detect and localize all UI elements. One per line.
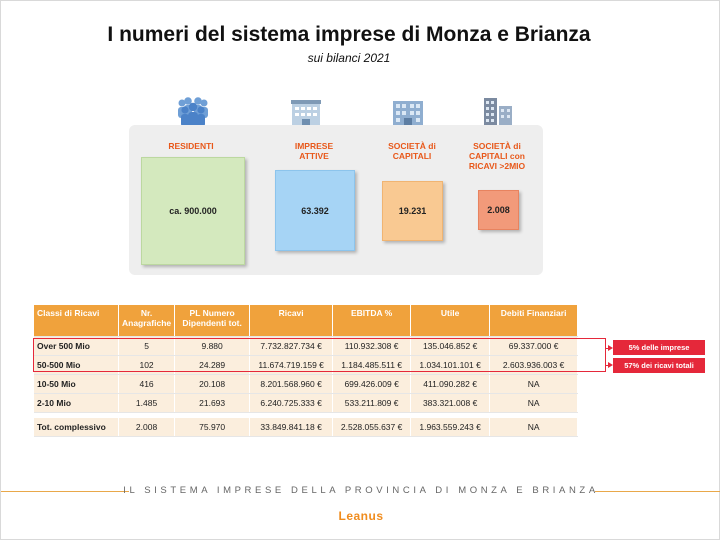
table-cell: 1.963.559.243 € [411, 418, 490, 437]
table-cell: 33.849.841.18 € [250, 418, 333, 437]
table-cell: 75.970 [175, 418, 250, 437]
table-cell: 21.693 [175, 394, 250, 413]
col-header: Ricavi [250, 305, 333, 337]
col-header: EBITDA % [333, 305, 411, 337]
table-cell: 2.008 [119, 418, 175, 437]
table-cell: Over 500 Mio [34, 337, 119, 356]
table-cell: 5 [119, 337, 175, 356]
table-cell: 10-50 Mio [34, 375, 119, 394]
col-header: Debiti Finanziari [490, 305, 578, 337]
societa-2mio-box: 2.008 [478, 190, 519, 230]
table-cell: 1.034.101.101 € [411, 356, 490, 375]
table-cell: 110.932.308 € [333, 337, 411, 356]
col-header: PL Numero Dipendenti tot. [175, 305, 250, 337]
people-group-icon [175, 95, 211, 129]
table-cell: 69.337.000 € [490, 337, 578, 356]
tower-buildings-icon [481, 95, 515, 129]
imprese-box: 63.392 [275, 170, 355, 251]
footer-caption: IL SISTEMA IMPRESE DELLA PROVINCIA DI MONZA E BRIANZA [123, 485, 599, 496]
table-cell: 383.321.008 € [411, 394, 490, 413]
imprese-label: IMPRESE ATTIVE [294, 141, 334, 161]
societa-box: 19.231 [382, 181, 443, 241]
residenti-box: ca. 900.000 [141, 157, 245, 265]
table-cell: 8.201.568.960 € [250, 375, 333, 394]
table-cell: 135.046.852 € [411, 337, 490, 356]
table-cell: 24.289 [175, 356, 250, 375]
col-header: Nr. Anagrafiche [119, 305, 175, 337]
callout-ricavi: 57% dei ricavi totali [613, 358, 705, 373]
table-cell: NA [490, 375, 578, 394]
table-total-row [34, 418, 578, 437]
table-cell: 9.880 [175, 337, 250, 356]
table-cell: 7.732.827.734 € [250, 337, 333, 356]
table-cell: 416 [119, 375, 175, 394]
brand-logo: Leanus [338, 509, 384, 523]
table-header-row [34, 305, 578, 337]
table-cell: 2.528.055.637 € [333, 418, 411, 437]
table-cell: 11.674.719.159 € [250, 356, 333, 375]
residenti-label: RESIDENTI [168, 141, 214, 151]
table-cell: 6.240.725.333 € [250, 394, 333, 413]
table-cell: 2.603.936.003 € [490, 356, 578, 375]
table-cell: NA [490, 394, 578, 413]
table-cell: 102 [119, 356, 175, 375]
table-cell: Tot. complessivo [34, 418, 119, 437]
table-cell: 699.426.009 € [333, 375, 411, 394]
table-cell: 20.108 [175, 375, 250, 394]
table-cell: 1.184.485.511 € [333, 356, 411, 375]
table-row [34, 394, 578, 413]
societa-2mio-label: SOCIETÀ di CAPITALI con RICAVI >2MIO [468, 141, 526, 171]
table-cell: 50-500 Mio [34, 356, 119, 375]
callout-imprese: 5% delle imprese [613, 340, 705, 355]
highlight-box [33, 338, 606, 372]
table-cell: NA [490, 418, 578, 437]
col-header: Utile [411, 305, 490, 337]
table-cell: 411.090.282 € [411, 375, 490, 394]
table-cell: 533.211.809 € [333, 394, 411, 413]
page-title: I numeri del sistema imprese di Monza e Brianza [107, 23, 591, 46]
col-header: Classi di Ricavi [34, 305, 119, 337]
table-cell: 1.485 [119, 394, 175, 413]
societa-label: SOCIETÀ di CAPITALI [388, 141, 436, 161]
page-subtitle: sui bilanci 2021 [307, 51, 391, 65]
table-cell: 2-10 Mio [34, 394, 119, 413]
table-row [34, 375, 578, 394]
